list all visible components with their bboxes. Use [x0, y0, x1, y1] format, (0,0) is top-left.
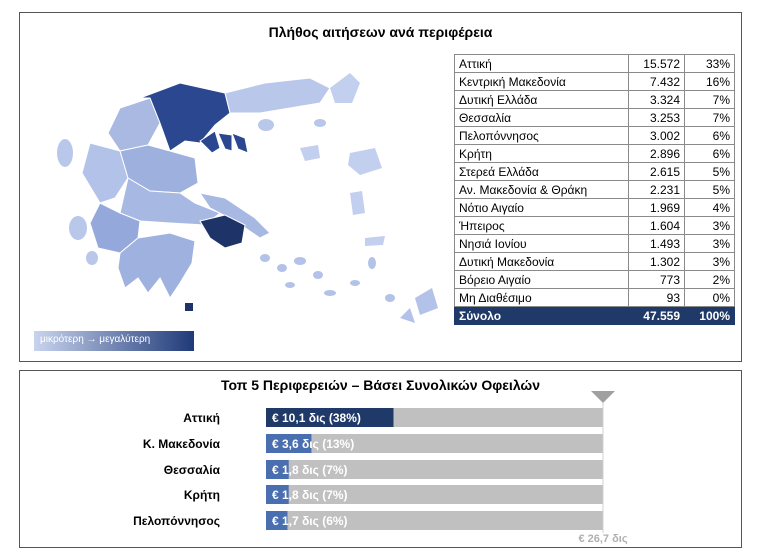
application-count: 1.604 [629, 217, 685, 235]
share-percent: 6% [685, 127, 735, 145]
application-count: 1.302 [629, 253, 685, 271]
region-name: Αν. Μακεδονία & Θράκη [455, 181, 629, 199]
share-percent: 4% [685, 199, 735, 217]
share-percent: 3% [685, 235, 735, 253]
application-count: 1.969 [629, 199, 685, 217]
share-percent: 16% [685, 73, 735, 91]
share-percent: 3% [685, 253, 735, 271]
share-percent: 5% [685, 163, 735, 181]
share-percent: 33% [685, 55, 735, 73]
application-count: 2.896 [629, 145, 685, 163]
legend-label: μικρότερη → μεγαλύτερη [40, 334, 151, 345]
share-percent: 7% [685, 109, 735, 127]
category-label: Θεσσαλία [163, 463, 220, 477]
island-zakynthos [86, 251, 98, 265]
table-row [455, 55, 735, 73]
table-row [455, 91, 735, 109]
island-lesvos [348, 148, 382, 175]
application-count: 7.432 [629, 73, 685, 91]
table-row [455, 163, 735, 181]
category-label: Κ. Μακεδονία [142, 437, 220, 451]
top5-debts-panel [19, 370, 742, 548]
application-count: 3.324 [629, 91, 685, 109]
regional-applications-panel [19, 12, 742, 362]
region-name: Κεντρική Μακεδονία [455, 73, 629, 91]
share-percent: 3% [685, 217, 735, 235]
region-name: Πελοπόννησος [455, 127, 629, 145]
table-row [455, 73, 735, 91]
region-name: Κρήτη [455, 145, 629, 163]
table-row [455, 217, 735, 235]
application-count: 3.002 [629, 127, 685, 145]
share-percent: 6% [685, 145, 735, 163]
region-name: Νότιο Αιγαίο [455, 199, 629, 217]
region-name: Βόρειο Αιγαίο [455, 271, 629, 289]
applications-table [454, 54, 735, 325]
bar-value-label: € 3,6 δις (13%) [272, 437, 355, 451]
island-chios [350, 191, 365, 215]
island-samos [365, 236, 385, 246]
island-kefalonia [69, 216, 87, 240]
map-panel-title: Πλήθος αιτήσεων ανά περιφέρεια [268, 24, 493, 40]
total-count: 47.559 [629, 307, 685, 325]
table-row [455, 235, 735, 253]
region-name: Θεσσαλία [455, 109, 629, 127]
total-percent: 100% [685, 307, 735, 325]
application-count: 2.231 [629, 181, 685, 199]
island-saronic [185, 303, 193, 311]
bar-value-label: € 1,8 δις (7%) [272, 488, 348, 502]
region-dytiki-makedonia [108, 98, 160, 151]
region-name: Δυτική Ελλάδα [455, 91, 629, 109]
bar-value-label: € 1,7 δις (6%) [272, 514, 348, 528]
bar-value-label: € 1,8 δις (7%) [272, 463, 348, 477]
table-row [455, 145, 735, 163]
island-thrace-coast [330, 73, 360, 103]
island-kerkyra [57, 139, 73, 167]
category-label: Αττική [183, 411, 220, 425]
region-name: Στερεά Ελλάδα [455, 163, 629, 181]
table-row [455, 181, 735, 199]
greece-choropleth-map [20, 53, 450, 323]
category-label: Πελοπόννησος [133, 514, 220, 528]
total-label: Σύνολο [455, 307, 629, 325]
total-marker [591, 391, 615, 403]
region-name: Ήπειρος [455, 217, 629, 235]
region-name: Νησιά Ιονίου [455, 235, 629, 253]
application-count: 1.493 [629, 235, 685, 253]
table-row [455, 253, 735, 271]
share-percent: 0% [685, 289, 735, 307]
region-name: Μη Διαθέσιμο [455, 289, 629, 307]
island-limnos [300, 145, 320, 161]
region-name: Αττική [455, 55, 629, 73]
table-row [455, 289, 735, 307]
application-count: 773 [629, 271, 685, 289]
islands-notio-aigaio [260, 254, 438, 323]
application-count: 3.253 [629, 109, 685, 127]
table-row [455, 109, 735, 127]
island-samothraki [314, 119, 326, 127]
total-value-label: € 26,7 δις [578, 533, 628, 545]
share-percent: 2% [685, 271, 735, 289]
share-percent: 5% [685, 181, 735, 199]
application-count: 15.572 [629, 55, 685, 73]
category-label: Κρήτη [183, 488, 220, 502]
application-count: 93 [629, 289, 685, 307]
region-anatoliki-makedonia-thraki [225, 78, 330, 113]
share-percent: 7% [685, 91, 735, 109]
bar-chart-title: Τοπ 5 Περιφερειών – Βάσει Συνολικών Οφειλών [220, 377, 541, 393]
bar-value-label: € 10,1 δις (38%) [272, 411, 361, 425]
top5-bar-chart [20, 371, 741, 547]
application-count: 2.615 [629, 163, 685, 181]
table-row [455, 127, 735, 145]
table-row [455, 271, 735, 289]
table-row [455, 199, 735, 217]
map-color-legend [34, 331, 194, 351]
island-thasos [258, 119, 274, 131]
table-total-row [455, 307, 735, 325]
region-name: Δυτική Μακεδονία [455, 253, 629, 271]
